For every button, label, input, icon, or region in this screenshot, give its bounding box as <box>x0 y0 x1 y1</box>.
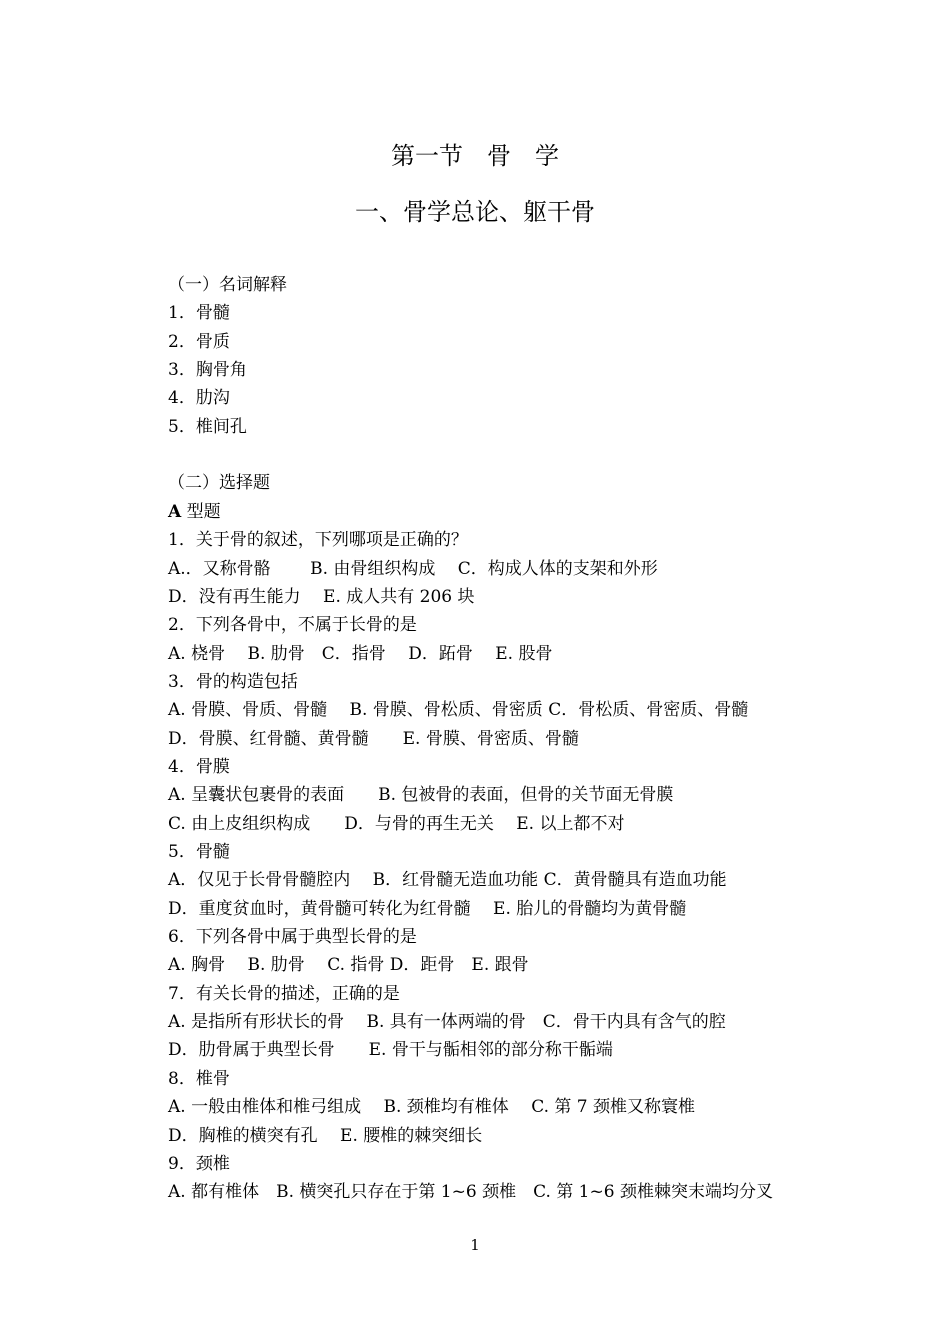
text-line: D．胸椎的横突有孔 E. 腰椎的棘突细长 <box>168 1125 483 1146</box>
text-line: （二）选择题 <box>168 473 270 494</box>
text-line: A. 胸骨 B. 肋骨 C. 指骨 D．距骨 E. 跟骨 <box>168 955 529 976</box>
text-line: A. 都有椎体 B. 横突孔只存在于第 1~6 颈椎 C. 第 1~6 颈椎棘突末端均分叉 <box>168 1182 773 1203</box>
text-line: A. 一般由椎体和椎弓组成 B. 颈椎均有椎体 C. 第 7 颈椎又称寰椎 <box>168 1097 696 1118</box>
text-line: A．仅见于长骨骨髓腔内 B．红骨髓无造血功能 C．黄骨髓具有造血功能 <box>168 870 727 891</box>
text-line: 9．颈椎 <box>168 1153 230 1174</box>
text-line: A 型题 <box>168 501 221 522</box>
text-line: D．肋骨属于典型长骨 E. 骨干与骺相邻的部分称干骺端 <box>168 1040 613 1061</box>
text-line: 5．椎间孔 <box>168 416 247 437</box>
text-line: 1．关于骨的叙述，下列哪项是正确的？ <box>168 530 468 551</box>
page-number: 1 <box>470 1236 480 1254</box>
text-line: 2．骨质 <box>168 331 230 352</box>
text-line: 6．下列各骨中属于典型长骨的是 <box>168 927 417 948</box>
text-line: 5．骨髓 <box>168 842 230 862</box>
text-line: 3．胸骨角 <box>168 360 247 381</box>
text-line: 8．椎骨 <box>168 1068 230 1089</box>
text-line: 4．骨膜 <box>168 756 230 777</box>
subsection-title: 一、骨学总论、躯干骨 <box>355 198 595 226</box>
text-line: 7．有关长骨的描述，正确的是 <box>168 983 400 1004</box>
text-line: 4．肋沟 <box>168 388 230 409</box>
text-line: 1．骨髓 <box>168 303 230 324</box>
text-line: C. 由上皮组织构成 D．与骨的再生无关 E. 以上都不对 <box>168 813 625 834</box>
text-line: 2．下列各骨中，不属于长骨的是 <box>168 615 417 636</box>
text-line: A. 桡骨 B. 肋骨 C．指骨 D．跖骨 E. 股骨 <box>168 643 553 664</box>
text-line: D．没有再生能力 E. 成人共有 206 块 <box>168 586 475 607</box>
text-line: A. 骨膜、骨质、骨髓 B. 骨膜、骨松质、骨密质 C．骨松质、骨密质、骨髓 <box>168 700 749 721</box>
text-line: A. 呈囊状包裹骨的表面 B. 包被骨的表面，但骨的关节面无骨膜 <box>168 785 674 806</box>
text-line: 3．骨的构造包括 <box>168 671 298 692</box>
section-title: 第一节 骨 学 <box>391 142 559 170</box>
text-line: A. 是指所有形状长的骨 B. 具有一体两端的骨 C．骨干内具有含气的腔 <box>168 1012 726 1033</box>
text-line: A.．又称骨骼 B. 由骨组织构成 C．构成人体的支架和外形 <box>168 558 658 579</box>
text-line: D．重度贫血时，黄骨髓可转化为红骨髓 E. 胎儿的骨髓均为黄骨髓 <box>168 898 687 919</box>
text-line: D．骨膜、红骨髓、黄骨髓 E. 骨膜、骨密质、骨髓 <box>168 728 579 749</box>
text-line: （一）名词解释 <box>168 275 287 295</box>
